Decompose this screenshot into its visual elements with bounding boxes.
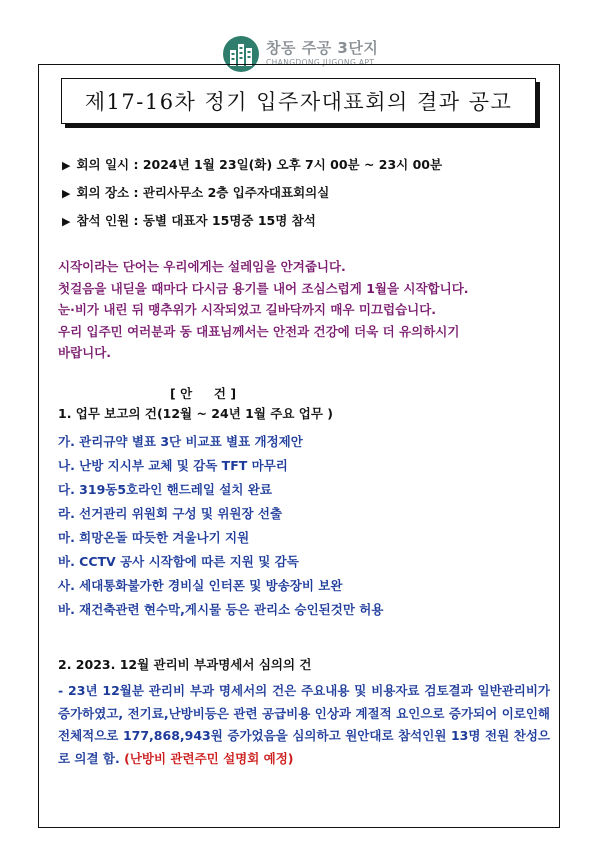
notice-title: 제17-16차 정기 입주자대표회의 결과 공고 [84,90,513,114]
logo-name-en: CHANGDONG JUGONG APT [266,58,375,68]
bullet-arrow-icon: ▶ [62,187,71,200]
list-item: 나. 난방 지시부 교체 및 감독 TFT 마무리 [58,458,288,473]
meeting-attendance: ▶ 참석 인원 : 동별 대표자 15명중 15명 참석 [62,213,316,228]
section-1-heading: 1. 업무 보고의 건(12월 ~ 24년 1월 주요 업무 ) [58,406,333,421]
agenda-heading: [ 안 건 ] [170,386,237,401]
greeting-line: 눈·비가 내린 뒤 맹추위가 시작되었고 길바닥까지 매우 미끄럽습니다. [58,302,437,317]
info-value: 동별 대표자 15명중 15명 참석 [142,213,316,228]
bullet-arrow-icon: ▶ [62,215,71,228]
greeting-message [58,256,469,364]
greeting-line: 시작이라는 단어는 우리에게는 설레임을 안겨줍니다. [58,259,346,274]
meeting-place: ▶ 회의 장소 : 관리사무소 2층 입주자대표회의실 [62,185,330,200]
list-item: 다. 319동5호라인 핸드레일 설치 완료 [58,482,272,497]
info-label: 회의 일시 [76,157,130,172]
list-item: 가. 관리규약 별표 3단 비교표 별표 개정제안 [58,434,303,449]
title-box [61,78,536,124]
section-1-items [58,430,383,622]
list-item: 바. CCTV 공사 시작함에 따른 지원 및 감독 [58,554,299,569]
section-2-note: (난방비 관련주민 설명회 예정) [124,750,294,766]
list-item: 바. 재건축관련 현수막,게시물 등은 관리소 승인된것만 허용 [58,602,384,617]
greeting-line: 우리 입주민 여러분과 동 대표님께서는 안전과 건강에 더욱 더 유의하시기 [58,323,460,339]
list-item: 마. 희망온돌 따듯한 겨울나기 지원 [58,530,250,545]
greeting-line: 바랍니다. [58,345,112,360]
greeting-line: 첫걸음을 내딛을 때마다 다시금 용기를 내어 조심스럽게 1월을 시작합니다. [58,280,469,296]
list-item: 라. 선거관리 위원회 구성 및 위원장 선출 [58,506,283,521]
list-item: 사. 세대통화불가한 경비실 인터폰 및 방송장비 보완 [58,578,343,593]
bullet-arrow-icon: ▶ [62,159,71,172]
section-2-heading: 2. 2023. 12월 관리비 부과명세서 심의의 건 [58,657,312,672]
meeting-date: ▶ 회의 일시 : 2024년 1월 23일(화) 오후 7시 00분 ~ 23시 00분 [62,157,443,172]
logo-name-ko: 창동 주공 3단지 [266,39,379,58]
info-value: 관리사무소 2층 입주자대표회의실 [142,185,330,200]
section-2-body [58,680,550,770]
info-value: 2024년 1월 23일(화) 오후 7시 00분 ~ 23시 00분 [142,157,443,172]
info-label: 회의 장소 [76,185,130,200]
info-label: 참석 인원 [76,213,130,228]
section-2-text: - 23년 12월분 관리비 부과 명세서의 건은 주요내용 및 비용자료 검토결과 일반관리비가 증가하였고, 전기료,난방비등은 관련 공급비용 인상과 계절적 요인으로 증가되어 이로인해 전체적으로 177,868,943원 증가었음을 심의하고 원안대로 참석인원 13명 전원 찬성으로 의결 함. [58,683,550,766]
